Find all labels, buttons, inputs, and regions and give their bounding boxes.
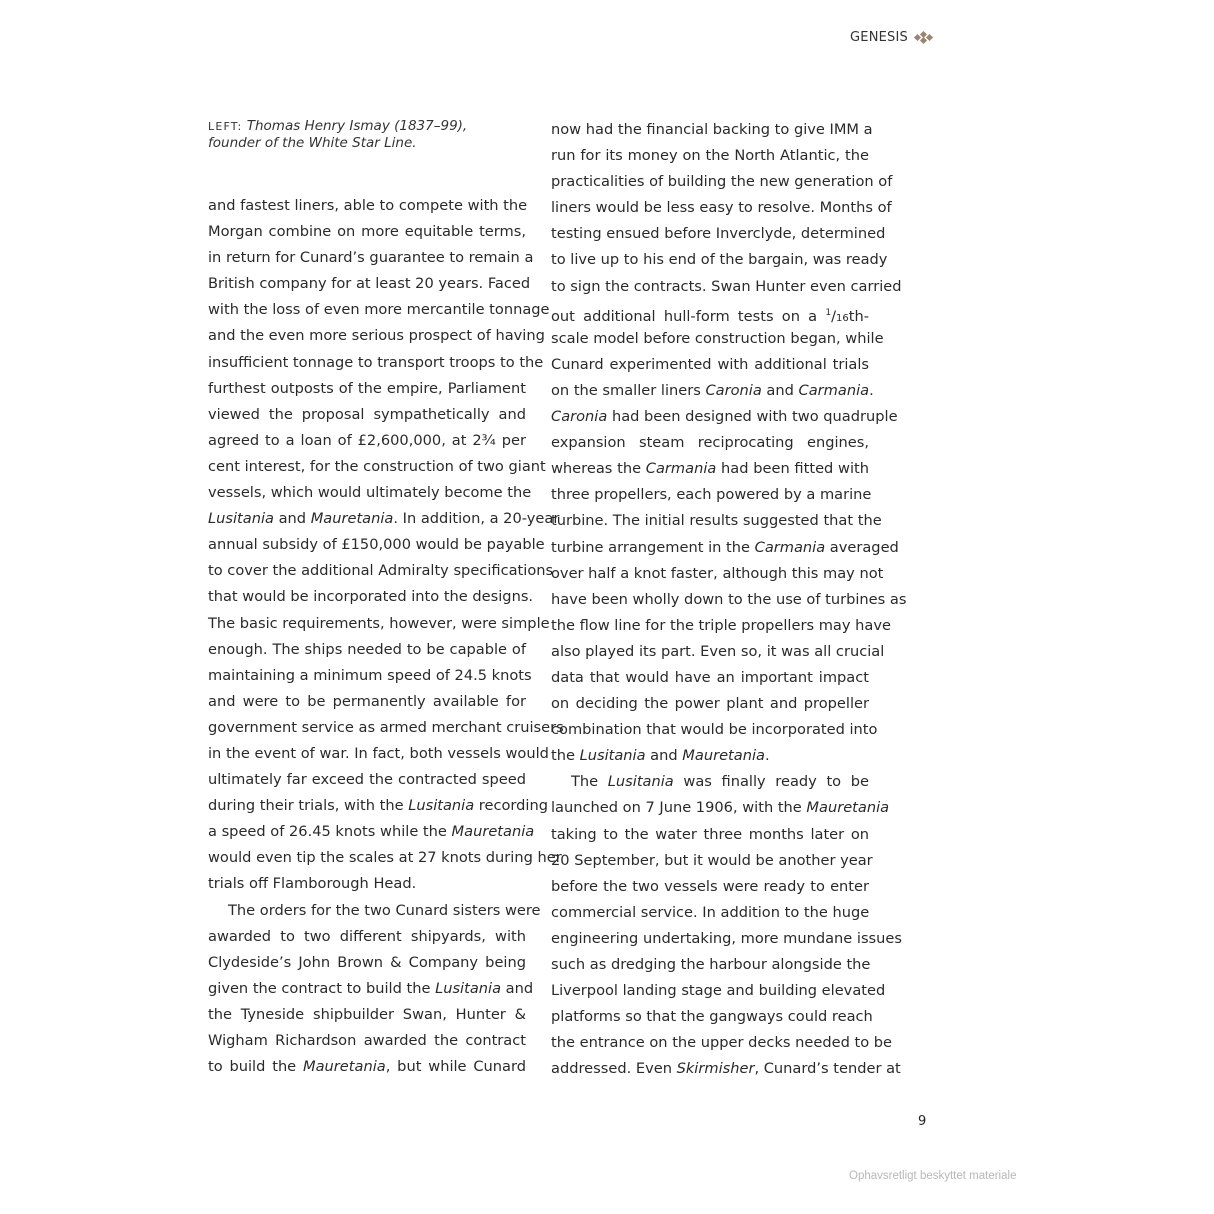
text-line: combination that would be incorporated into	[551, 721, 878, 739]
text-line: the flow line for the triple propellers may have	[551, 616, 891, 634]
caption-tag: LEFT:	[208, 120, 243, 133]
text-line: the Tyneside shipbuilder Swan, Hunter &	[208, 1005, 526, 1023]
text-line: now had the financial backing to give IMM a	[551, 121, 873, 138]
text-line: annual subsidy of £150,000 would be payable	[208, 536, 545, 554]
text-line: in the event of war. In fact, both vessels would	[208, 744, 549, 762]
diamond-cluster-icon	[914, 32, 934, 44]
text-line: before the two vessels were ready to enter	[551, 877, 869, 895]
text-line: turbine arrangement in the Carmania averaged	[551, 538, 899, 556]
body-text-right-column	[551, 117, 907, 1082]
text-line: The orders for the two Cunard sisters were	[228, 901, 541, 919]
text-line: Lusitania and Mauretania. In addition, a 20-year	[208, 510, 560, 528]
text-line: platforms so that the gangways could reach	[551, 1008, 873, 1026]
caption-text-line1: Thomas Henry Ismay (1837–99),	[246, 118, 468, 134]
text-line: such as dredging the harbour alongside the	[551, 956, 871, 973]
text-line: out additional hull-form tests on a $^1$/16th-	[551, 307, 869, 325]
text-line: to live up to his end of the bargain, was ready	[551, 251, 888, 269]
text-line: agreed to a loan of £2,600,000, at 2¾ per	[208, 431, 526, 449]
text-line: run for its money on the North Atlantic, the	[551, 147, 869, 165]
text-line: over half a knot faster, although this may not	[551, 564, 884, 582]
text-line: with the loss of even more mercantile tonnage	[208, 301, 550, 319]
text-line: launched on 7 June 1906, with the Mauretania	[551, 799, 890, 817]
text-line: and the even more serious prospect of having	[208, 327, 545, 345]
text-line: insufficient tonnage to transport troops to the	[208, 353, 544, 371]
text-line: ultimately far exceed the contracted speed	[208, 771, 526, 789]
text-line: maintaining a minimum speed of 24.5 knots	[208, 666, 532, 684]
text-line: to build the Mauretania, but while Cunard	[208, 1058, 527, 1076]
text-line: Caronia had been designed with two quadruple	[551, 408, 898, 426]
text-line: have been wholly down to the use of turbines as	[551, 590, 907, 608]
text-line: and were to be permanently available for	[208, 692, 526, 710]
text-line: data that would have an important impact	[551, 668, 869, 686]
text-line: The basic requirements, however, were simple	[208, 614, 550, 632]
text-line: trials off Flamborough Head.	[208, 875, 417, 893]
text-line: engineering undertaking, more mundane issues	[551, 929, 902, 947]
text-line: Morgan combine on more equitable terms,	[208, 223, 526, 241]
text-line: addressed. Even Skirmisher, Cunard’s tender at	[551, 1060, 901, 1078]
text-line: turbine. The initial results suggested that the	[551, 512, 882, 530]
text-line: and fastest liners, able to compete with the	[208, 197, 528, 214]
text-line: the entrance on the upper decks needed to be	[551, 1034, 893, 1052]
text-line: on the smaller liners Caronia and Carmania.	[551, 381, 874, 399]
image-caption	[208, 118, 528, 152]
text-line: in return for Cunard’s guarantee to remain a	[208, 249, 534, 267]
running-title: GENESIS	[850, 30, 908, 45]
text-line: awarded to two different shipyards, with	[208, 927, 526, 945]
text-line: Liverpool landing stage and building elevated	[551, 982, 886, 1000]
text-line: cent interest, for the construction of two giant	[208, 457, 546, 475]
text-line: viewed the proposal sympathetically and	[208, 405, 526, 423]
text-line: enough. The ships needed to be capable of	[208, 640, 526, 658]
text-line: practicalities of building the new generation of	[551, 173, 893, 191]
text-line: 20 September, but it would be another year	[551, 851, 873, 869]
text-line: scale model before construction began, while	[551, 329, 884, 347]
text-line: Wigham Richardson awarded the contract	[208, 1032, 526, 1049]
text-line: The Lusitania was finally ready to be	[571, 773, 869, 791]
text-line: also played its part. Even so, it was all crucial	[551, 642, 885, 660]
text-line: Cunard experimented with additional trials	[551, 355, 869, 373]
text-line: liners would be less easy to resolve. Months of	[551, 199, 892, 217]
body-text-left-column	[208, 193, 564, 1080]
text-line: commercial service. In addition to the huge	[551, 903, 870, 921]
text-line: during their trials, with the Lusitania recording	[208, 797, 548, 815]
caption-text-line2: founder of the White Star Line.	[208, 135, 417, 151]
text-line: would even tip the scales at 27 knots during her	[208, 849, 562, 867]
text-line: whereas the Carmania had been fitted with	[551, 460, 869, 478]
text-line: given the contract to build the Lusitania and	[208, 979, 534, 997]
text-line: the Lusitania and Mauretania.	[551, 747, 770, 765]
text-line: government service as armed merchant cruisers	[208, 718, 564, 736]
text-line: testing ensued before Inverclyde, determined	[551, 225, 886, 243]
text-line: to sign the contracts. Swan Hunter even carried	[551, 277, 902, 295]
text-line: on deciding the power plant and propeller	[551, 695, 869, 713]
text-line: taking to the water three months later on	[551, 825, 869, 843]
text-line: that would be incorporated into the designs.	[208, 588, 534, 606]
running-header	[850, 30, 934, 45]
text-line: British company for at least 20 years. Faced	[208, 275, 531, 293]
text-line: Clydeside’s John Brown & Company being	[208, 953, 526, 971]
text-line: a speed of 26.45 knots while the Mauretania	[208, 823, 535, 841]
text-line: vessels, which would ultimately become the	[208, 484, 532, 502]
text-line: furthest outposts of the empire, Parliament	[208, 379, 526, 397]
text-line: expansion steam reciprocating engines,	[551, 434, 869, 452]
text-line: to cover the additional Admiralty specifications	[208, 562, 554, 580]
copyright-watermark: Ophavsretligt beskyttet materiale	[849, 1170, 1017, 1182]
text-line: three propellers, each powered by a marine	[551, 486, 872, 504]
page-number: 9	[918, 1114, 927, 1129]
